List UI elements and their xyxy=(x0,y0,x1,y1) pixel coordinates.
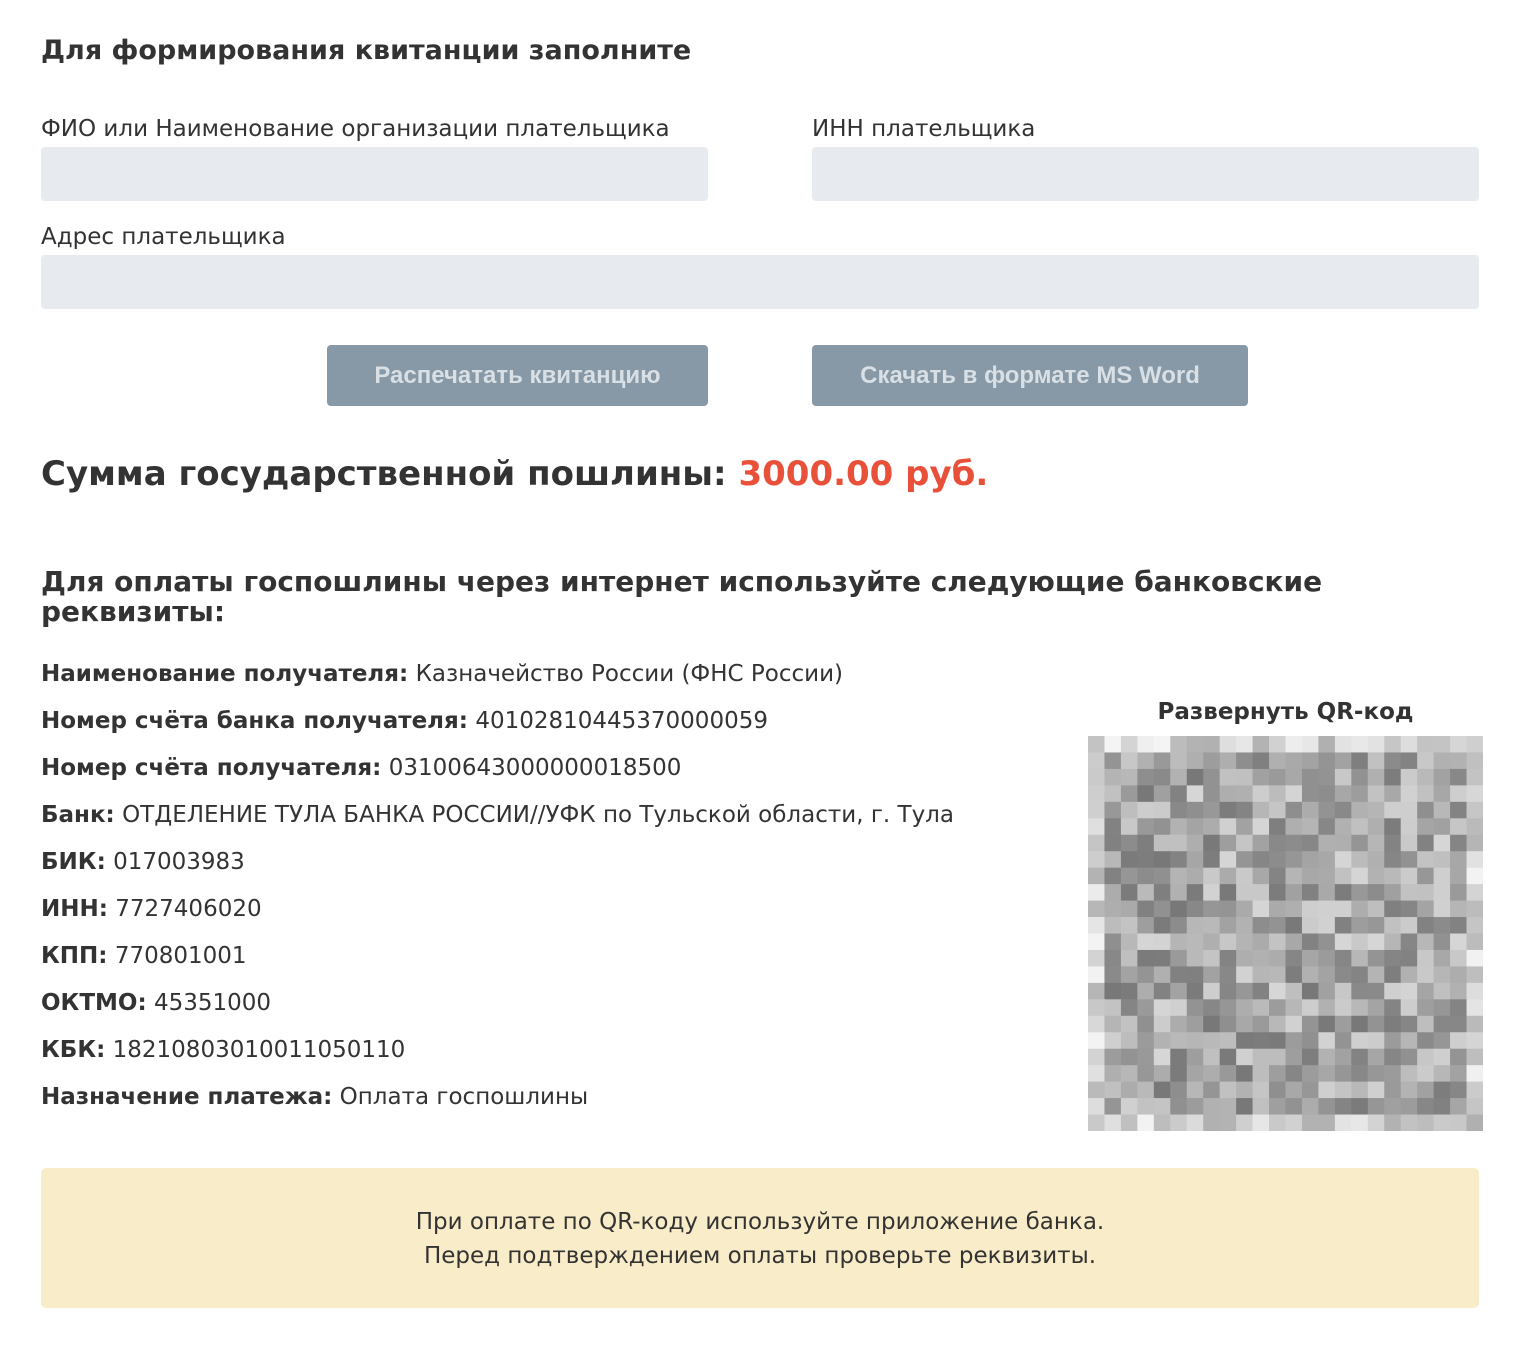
requisite-recipient-name xyxy=(41,656,954,703)
notice-line-1: При оплате по QR-коду используйте приложение банка. xyxy=(415,1209,1105,1235)
requisite-value: ОТДЕЛЕНИЕ ТУЛА БАНКА РОССИИ//УФК по Тульской области, г. Тула xyxy=(122,802,954,828)
requisite-value: Оплата госпошлины xyxy=(339,1084,589,1110)
requisite-label: Номер счёта получателя: xyxy=(41,755,382,781)
notice-line-2: Перед подтверждением оплаты проверьте реквизиты. xyxy=(423,1243,1097,1269)
requisite-inn xyxy=(41,891,954,938)
payer-name-label: ФИО или Наименование организации плательщика xyxy=(41,116,670,142)
payer-name-input[interactable] xyxy=(41,147,708,201)
requisite-label: Наименование получателя: xyxy=(41,661,409,687)
requisite-label: КПП: xyxy=(41,943,108,969)
requisite-value: 45351000 xyxy=(154,990,272,1016)
form-title: Для формирования квитанции заполните xyxy=(41,35,692,66)
requisite-value: 7727406020 xyxy=(115,896,262,922)
expand-qr-link[interactable]: Развернуть QR-код xyxy=(1157,699,1414,725)
requisite-oktmo xyxy=(41,985,954,1032)
requisite-bik xyxy=(41,844,954,891)
qr-code-icon[interactable] xyxy=(1088,736,1483,1131)
requisites-title: Для оплаты госпошлины через интернет используйте следующие банковские реквизиты: xyxy=(41,565,1323,628)
payer-address-label: Адрес плательщика xyxy=(41,224,286,250)
requisite-bank xyxy=(41,797,954,844)
requisite-label: Назначение платежа: xyxy=(41,1084,333,1110)
requisite-kpp xyxy=(41,938,954,985)
requisite-label: КБК: xyxy=(41,1037,106,1063)
requisite-label: ИНН: xyxy=(41,896,108,922)
payer-address-input[interactable] xyxy=(41,255,1479,309)
requisite-label: ОКТМО: xyxy=(41,990,147,1016)
requisite-purpose xyxy=(41,1079,954,1126)
requisite-value: 40102810445370000059 xyxy=(475,708,768,734)
fee-amount: 3000.00 руб. xyxy=(738,454,989,494)
payer-inn-input[interactable] xyxy=(812,147,1479,201)
requisite-value: 770801001 xyxy=(114,943,247,969)
requisite-label: БИК: xyxy=(41,849,106,875)
fee-label: Сумма государственной пошлины: xyxy=(41,454,727,494)
requisite-label: Номер счёта банка получателя: xyxy=(41,708,468,734)
requisite-recipient-account xyxy=(41,750,954,797)
requisite-bank-account xyxy=(41,703,954,750)
requisite-value: 017003983 xyxy=(113,849,245,875)
download-word-button[interactable]: Скачать в формате MS Word xyxy=(812,345,1248,406)
fee-summary xyxy=(41,452,988,496)
payer-inn-label: ИНН плательщика xyxy=(812,116,1036,142)
requisite-kbk xyxy=(41,1032,954,1079)
requisites-list xyxy=(41,656,954,1126)
print-receipt-button[interactable]: Распечатать квитанцию xyxy=(327,345,708,406)
requisite-label: Банк: xyxy=(41,802,115,828)
requisite-value: 03100643000000018500 xyxy=(388,755,682,781)
requisite-value: Казначейство России (ФНС России) xyxy=(415,661,843,687)
qr-payment-notice xyxy=(41,1168,1479,1308)
requisite-value: 18210803010011050110 xyxy=(112,1037,406,1063)
